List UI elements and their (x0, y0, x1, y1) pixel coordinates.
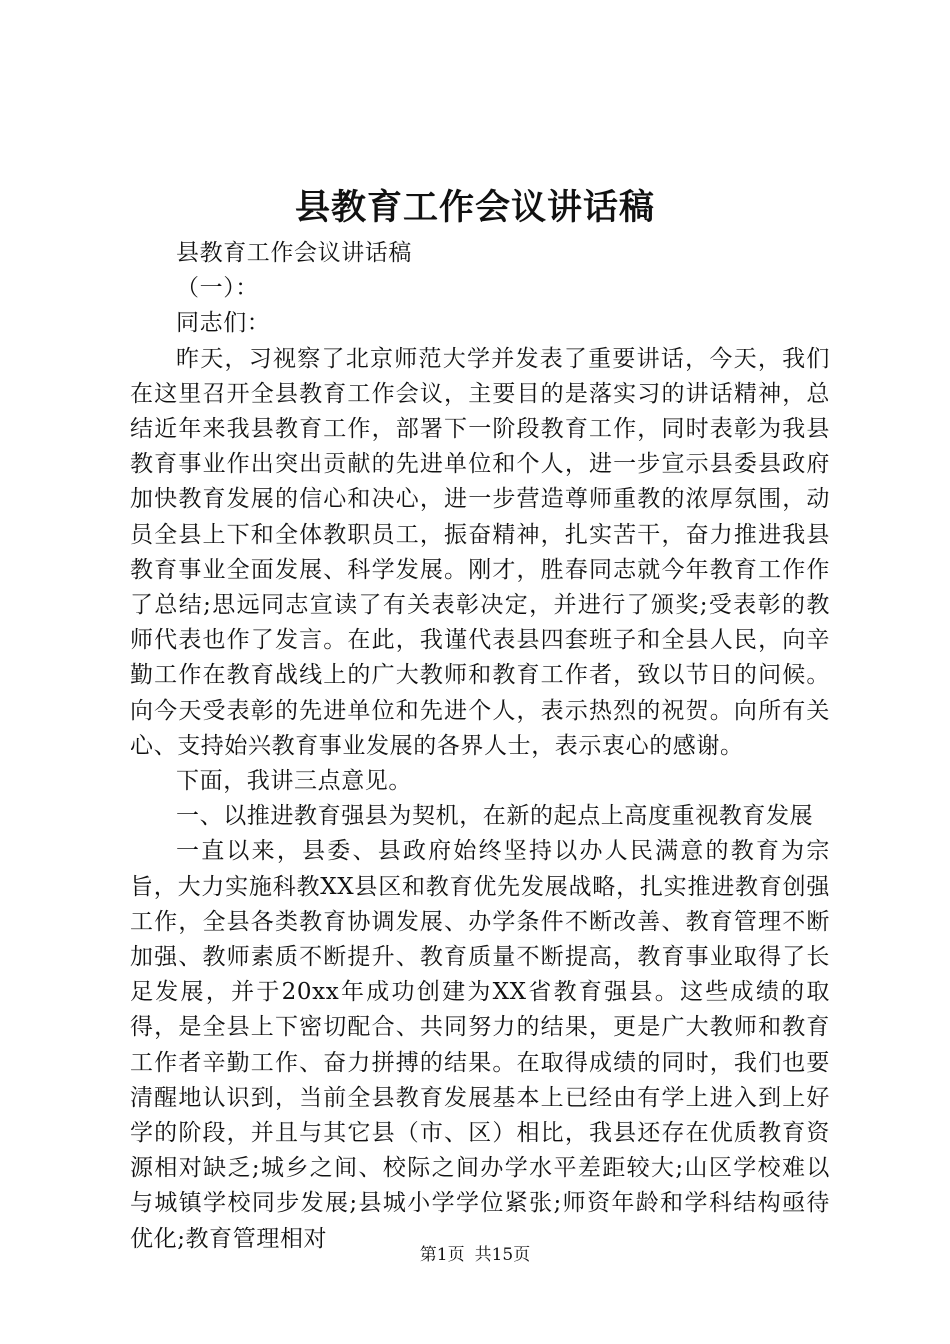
document-body (130, 236, 830, 1257)
paragraph-opening: 昨天，习视察了北京师范大学并发表了重要讲话，今天，我们在这里召开全县教育工作会议，主要目的是落实习的讲话精神，总结近年来我县教育工作，部署下一阶段教育工作，同时表彰为我县教育事业作出突出贡献的先进单位和个人，进一步宣示县委县政府加快教育发展的信心和决心，进一步营造尊师重教的浓厚氛围，动员全县上下和全体教职员工，振奋精神，扎实苦干，奋力推进我县教育事业全面发展、科学发展。刚才，胜春同志就今年教育工作作了总结;思远同志宣读了有关表彰决定，并进行了颁奖;受表彰的教师代表也作了发言。在此，我谨代表县四套班子和全县人民，向辛勤工作在教育战线上的广大教师和教育工作者，致以节日的问候。向今天受表彰的先进单位和先进个人，表示热烈的祝贺。向所有关心、支持始兴教育事业发展的各界人士，表示衷心的感谢。 (130, 345, 830, 759)
page-number: 第1页 (419, 1245, 465, 1265)
document-title: 县教育工作会议讲话稿 (294, 187, 655, 228)
page-total: 共15页 (474, 1245, 531, 1265)
paragraph-section-number: （一）： (176, 275, 259, 302)
paragraph-subtitle: 县教育工作会议讲话稿 (176, 240, 412, 266)
paragraph-salutation: 同志们： (176, 310, 271, 337)
page-footer (0, 1243, 950, 1267)
paragraph-transition: 下面，我讲三点意见。 (176, 768, 412, 795)
paragraph-body-one: 一直以来，县委、县政府始终坚持以办人民满意的教育为宗旨，大力实施科教XX县区和教育优先发展战略，扎实推进教育创强工作，全县各类教育协调发展、办学条件不断改善、教育管理不断加强、教师素质不断提升、教育质量不断提高，教育事业取得了长足发展，并于20xx年成功创建为XX省教育强县。这些成绩的取得，是全县上下密切配合、共同努力的结果，更是广大教师和教育工作者辛勤工作、奋力拼搏的结果。在取得成绩的同时，我们也要清醒地认识到，当前全县教育发展基本上已经由有学上进入到上好学的阶段，并且与其它县（市、区）相比，我县还存在优质教育资源相对缺乏;城乡之间、校际之间办学水平差距较大;山区学校难以与城镇学校同步发展;县城小学学位紧张;师资年龄和学科结构亟待优化;教育管理相对 (130, 838, 830, 1252)
paragraph-heading-one: 一、以推进教育强县为契机，在新的起点上高度重视教育发展 (176, 803, 814, 830)
